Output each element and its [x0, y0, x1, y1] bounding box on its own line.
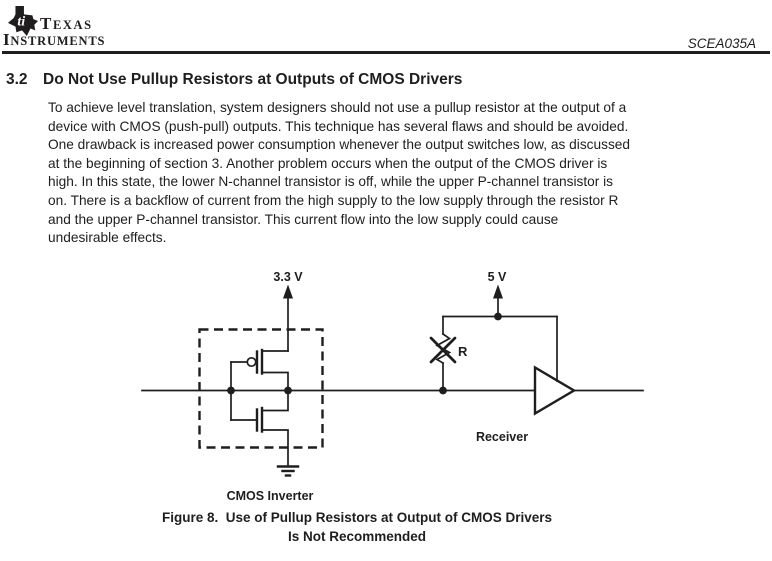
- paragraph-line: on. There is a backflow of current from the high supply to the low supply through the resistor R: [48, 192, 619, 208]
- resistor-label: R: [458, 344, 468, 359]
- junction-dot: [439, 387, 447, 395]
- receiver-label: Receiver: [475, 430, 529, 444]
- paragraph-line: To achieve level translation, system designers should not use a pullup resistor at the output of a: [48, 100, 627, 115]
- pullup-resistor-branch: [431, 317, 557, 391]
- supply-3v3-label: 3.3 V: [273, 270, 303, 284]
- supply-3v3: [273, 270, 303, 351]
- supply-5v-arrow-icon: [493, 285, 503, 299]
- paragraph-line: One drawback is increased power consumption whenever the output switches low, as discussed: [48, 137, 631, 153]
- supply-5v-label: 5 V: [487, 270, 507, 284]
- body-paragraph: [48, 99, 630, 248]
- pmos-gate-bubble-icon: [247, 358, 255, 366]
- junction-dot: [227, 387, 235, 395]
- doc-code: SCEA035A: [687, 36, 756, 51]
- pmos-transistor: [231, 350, 288, 391]
- ti-monogram: ti: [17, 13, 26, 30]
- section-title: Do Not Use Pullup Resistors at Outputs of CMOS Drivers: [43, 71, 463, 88]
- pmos-drain-lead: [262, 373, 288, 391]
- paragraph-line: undesirable effects.: [48, 230, 167, 246]
- figure-8-circuit: [0, 262, 772, 505]
- receiver-buffer: [476, 368, 574, 445]
- brand-texas: TEXAS: [40, 14, 93, 33]
- section-heading: [6, 71, 462, 89]
- ground-icon: [278, 467, 298, 476]
- supply-5v: [488, 270, 507, 317]
- figure-caption-line2: Is Not Recommended: [287, 529, 427, 544]
- paragraph-line: device with CMOS (push-pull) outputs. This technique has several flaws and should be avoided.: [48, 118, 629, 134]
- paragraph-line: high. In this state, the lower N-channel transistor is off, while the upper P-channel transistor is: [48, 174, 614, 190]
- junction-dot: [284, 387, 292, 395]
- nmos-transistor: [231, 391, 288, 467]
- paragraph-line: at the beginning of section 3. Another problem occurs when the output of the CMOS driver is: [48, 155, 608, 171]
- header-rule: [2, 51, 770, 54]
- section-number: 3.2: [6, 71, 28, 88]
- brand-instruments: INSTRUMENTS: [3, 30, 106, 49]
- junction-dot: [494, 313, 502, 321]
- figure-caption-line1: Figure 8. Use of Pullup Resistors at Output of CMOS Drivers: [161, 510, 553, 525]
- supply-3v3-arrow-icon: [283, 285, 293, 299]
- paragraph-line: and the upper P-channel transistor. This current flow into the low supply could cause: [48, 211, 559, 227]
- figure-caption: [0, 508, 714, 546]
- nmos-drain-lead: [262, 391, 288, 411]
- receiver-triangle-icon: [535, 368, 574, 414]
- inverter-label: CMOS Inverter: [226, 489, 314, 503]
